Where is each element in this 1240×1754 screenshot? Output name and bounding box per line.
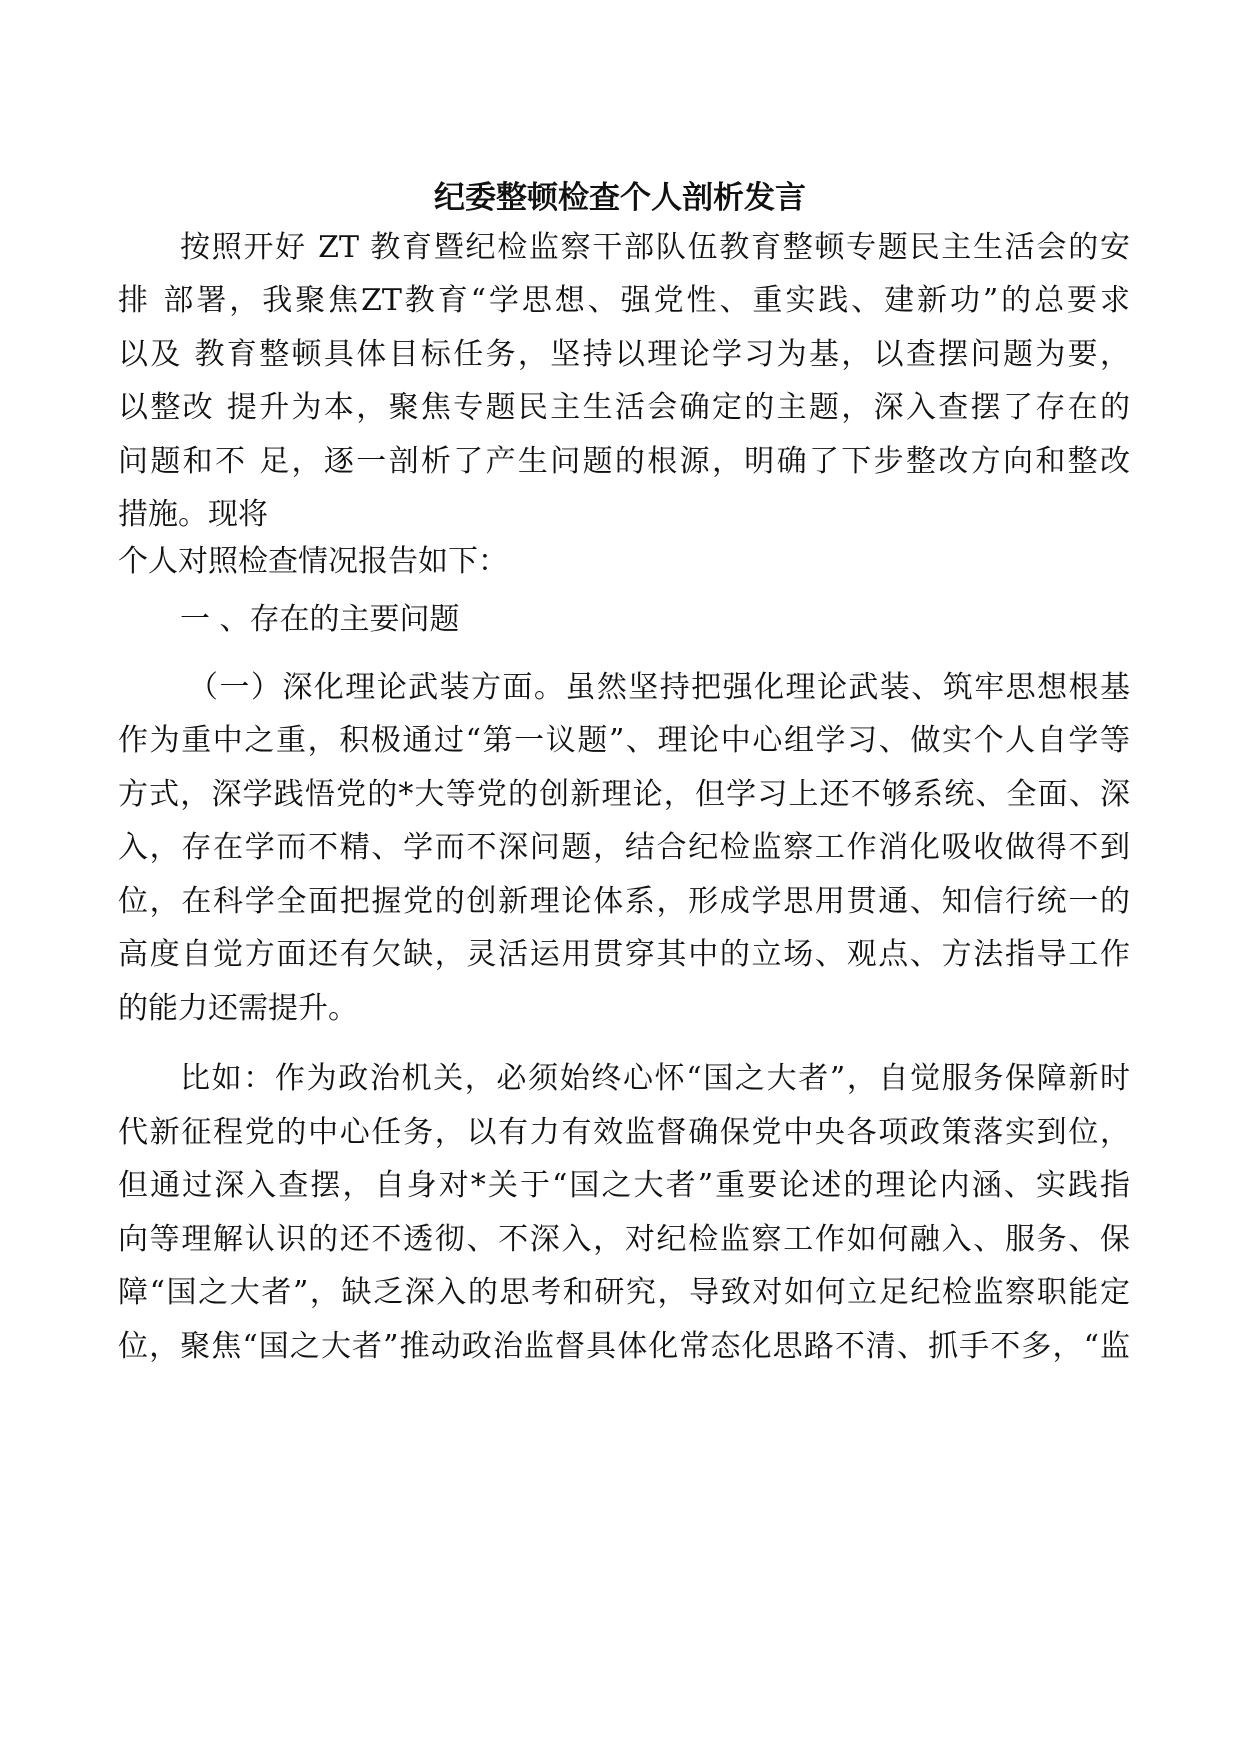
- paragraph-line: 按照开好 ZT 教育暨纪检监察干部队伍教育整顿专题民主生活会的安: [180, 230, 1130, 265]
- paragraph-line: 个人对照检查情况报告如下：: [118, 544, 508, 579]
- paragraph-line: 问题和不 足，逐一剖析了产生问题的根源，明确了下步整改方向和整改: [118, 444, 1130, 479]
- paragraph-line: 位，聚焦“国之大者”推动政治监督具体化常态化思路不清、抓手不多，“监: [118, 1329, 1130, 1364]
- paragraph-line: 入，存在学而不精、学而不深问题，结合纪检监察工作消化吸收做得不到: [118, 830, 1130, 865]
- paragraph-line: 的能力还需提升。: [118, 991, 358, 1026]
- paragraph-line: 作为重中之重，积极通过“第一议题”、理论中心组学习、做实个人自学等: [118, 723, 1130, 758]
- paragraph-line: 以及 教育整顿具体目标任务，坚持以理论学习为基，以查摆问题为要，: [118, 337, 1130, 372]
- paragraph-line: 方式，深学践悟党的*大等党的创新理论，但学习上还不够系统、全面、深: [118, 777, 1130, 812]
- section-heading: 一 、存在的主要问题: [180, 602, 460, 637]
- paragraph-line: 向等理解认识的还不透彻、不深入，对纪检监察工作如何融入、服务、保: [118, 1222, 1130, 1257]
- paragraph-line: 位，在科学全面把握党的创新理论体系，形成学思用贯通、知信行统一的: [118, 884, 1130, 919]
- paragraph-line: 但通过深入查摆，自身对*关于“国之大者”重要论述的理论内涵、实践指: [118, 1168, 1130, 1203]
- paragraph-line: 排 部署，我聚焦ZT教育“学思想、强党性、重实践、建新功”的总要求: [118, 283, 1130, 318]
- document-title: 纪委整顿检查个人剖析发言: [434, 180, 806, 216]
- paragraph-line: 措施。现将: [118, 497, 268, 532]
- paragraph-line: 比如：作为政治机关，必须始终心怀“国之大者”，自觉服务保障新时: [180, 1061, 1130, 1096]
- paragraph-line: 高度自觉方面还有欠缺，灵活运用贯穿其中的立场、观点、方法指导工作: [118, 937, 1130, 972]
- paragraph-line: 以整改 提升为本，聚焦专题民主生活会确定的主题，深入查摆了存在的: [118, 390, 1130, 425]
- paragraph-line: 障“国之大者”，缺乏深入的思考和研究，导致对如何立足纪检监察职能定: [118, 1275, 1130, 1310]
- paragraph-line: （一）深化理论武装方面。虽然坚持把强化理论武装、筑牢思想根基: [188, 670, 1130, 705]
- paragraph-line: 代新征程党的中心任务，以有力有效监督确保党中央各项政策落实到位，: [118, 1115, 1130, 1150]
